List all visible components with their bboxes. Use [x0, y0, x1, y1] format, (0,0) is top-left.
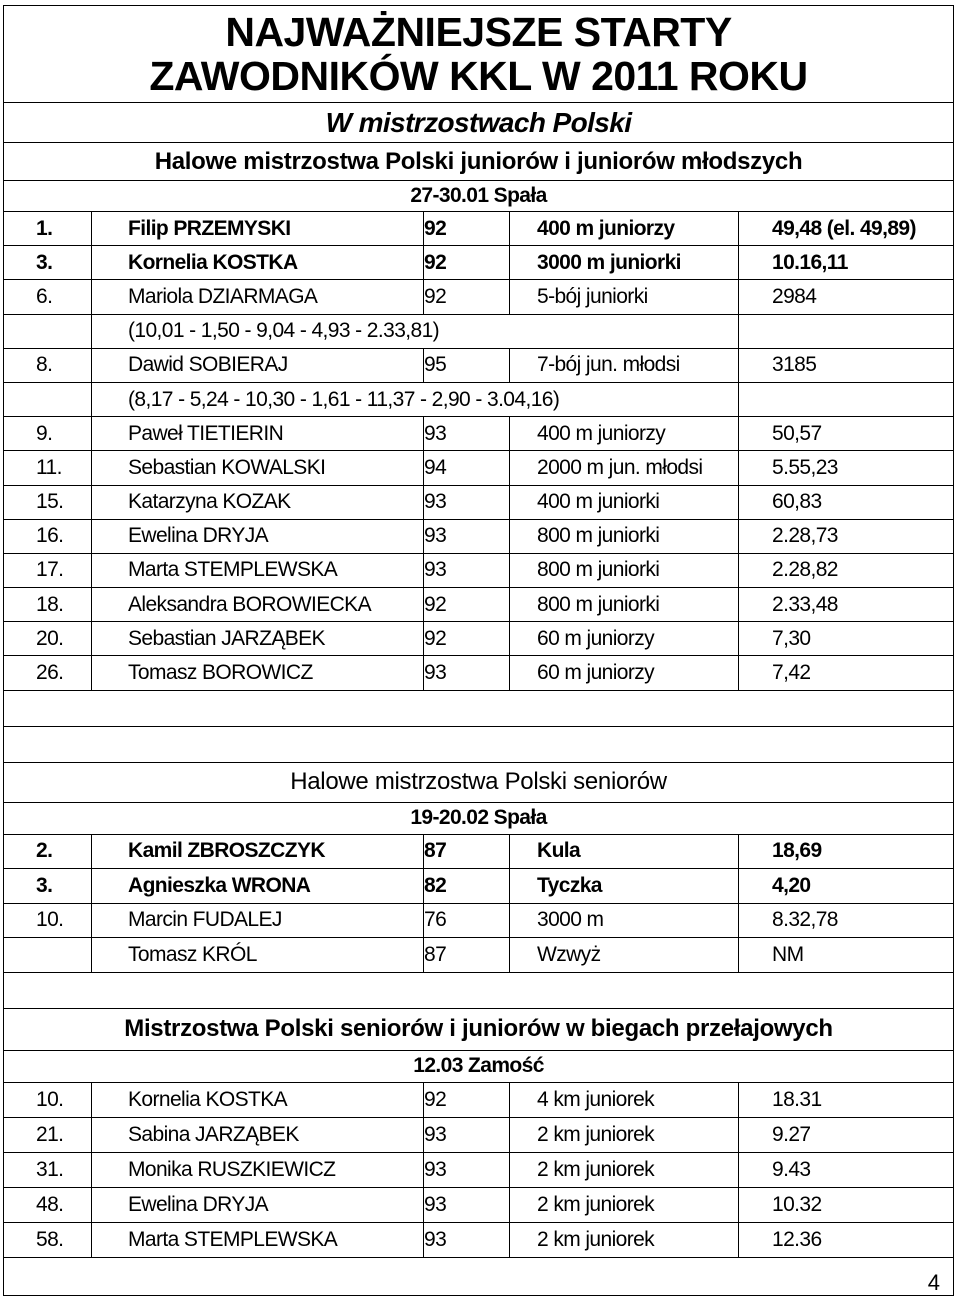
athlete-place: 21. [4, 1117, 92, 1152]
event-name: 5-bój juniorki [510, 280, 739, 314]
birth-year: 92 [424, 622, 510, 656]
result-value: 8.32,78 [739, 903, 954, 938]
event-name: 2 km juniorek [510, 1152, 739, 1187]
result-value: 3185 [739, 348, 954, 382]
event-name: 800 m juniorki [510, 519, 739, 553]
birth-year: 92 [424, 246, 510, 280]
athlete-place: 26. [4, 656, 92, 690]
result-row [4, 1082, 954, 1117]
page-title-line2: ZAWODNIKÓW KKL W 2011 ROKU [149, 53, 808, 99]
event-name: Tyczka [510, 869, 739, 904]
birth-year: 95 [424, 348, 510, 382]
result-row [4, 417, 954, 451]
birth-year: 92 [424, 280, 510, 314]
event-name: Kula [510, 834, 739, 869]
empty-cell [739, 314, 954, 348]
result-row [4, 588, 954, 622]
birth-year: 93 [424, 1152, 510, 1187]
athlete-name: Sebastian KOWALSKI [92, 451, 424, 485]
result-value: 9.27 [739, 1117, 954, 1152]
birth-year: 76 [424, 903, 510, 938]
birth-year: 87 [424, 834, 510, 869]
birth-year: 93 [424, 1117, 510, 1152]
athlete-place: 31. [4, 1152, 92, 1187]
birth-year: 92 [424, 212, 510, 246]
birth-year: 92 [424, 1082, 510, 1117]
result-row [4, 246, 954, 280]
result-value: NM [739, 938, 954, 973]
athlete-name: Sabina JARZĄBEK [92, 1117, 424, 1152]
result-row [4, 834, 954, 869]
birth-year: 92 [424, 588, 510, 622]
splits-row [4, 382, 954, 416]
athlete-place: 18. [4, 588, 92, 622]
event-name: Wzwyż [510, 938, 739, 973]
empty-cell [4, 314, 92, 348]
result-row [4, 869, 954, 904]
result-value: 9.43 [739, 1152, 954, 1187]
result-value: 50,57 [739, 417, 954, 451]
event-name: 400 m juniorzy [510, 212, 739, 246]
athlete-place: 48. [4, 1187, 92, 1222]
result-row [4, 1152, 954, 1187]
athlete-name: Paweł TIETIERIN [92, 417, 424, 451]
birth-year: 93 [424, 1222, 510, 1257]
athlete-place: 9. [4, 417, 92, 451]
athlete-place: 17. [4, 553, 92, 587]
splits-row [4, 314, 954, 348]
athlete-place: 8. [4, 348, 92, 382]
result-row [4, 656, 954, 690]
event-name: 400 m juniorzy [510, 417, 739, 451]
event-name: 2 km juniorek [510, 1222, 739, 1257]
result-value: 49,48 (el. 49,89) [739, 212, 954, 246]
athlete-name: Kamil ZBROSZCZYK [92, 834, 424, 869]
athlete-name: Marcin FUDALEJ [92, 903, 424, 938]
birth-year: 93 [424, 553, 510, 587]
page-title [4, 6, 954, 103]
result-value: 60,83 [739, 485, 954, 519]
athlete-place: 10. [4, 903, 92, 938]
section-date-row [4, 1050, 954, 1082]
blank-cell [4, 972, 954, 1008]
event-name: 3000 m [510, 903, 739, 938]
athlete-name: Kornelia KOSTKA [92, 246, 424, 280]
event-name: 60 m juniorzy [510, 622, 739, 656]
results-sheet [3, 5, 953, 1296]
result-row [4, 903, 954, 938]
event-name: 4 km juniorek [510, 1082, 739, 1117]
section-title-row [4, 143, 954, 181]
result-row [4, 1222, 954, 1257]
athlete-place: 20. [4, 622, 92, 656]
result-value: 2.28,82 [739, 553, 954, 587]
results-table [3, 5, 954, 1296]
event-name: 2000 m jun. młodsi [510, 451, 739, 485]
result-value: 2984 [739, 280, 954, 314]
birth-year: 82 [424, 869, 510, 904]
result-row [4, 212, 954, 246]
event-name: 800 m juniorki [510, 553, 739, 587]
athlete-name: Sebastian JARZĄBEK [92, 622, 424, 656]
event-name: 800 m juniorki [510, 588, 739, 622]
section-date: 19-20.02 Spała [4, 802, 954, 834]
section-title: Halowe mistrzostwa Polski seniorów [4, 762, 954, 802]
athlete-name: Monika RUSZKIEWICZ [92, 1152, 424, 1187]
birth-year: 93 [424, 1187, 510, 1222]
event-name: 3000 m juniorki [510, 246, 739, 280]
page-title-line1: NAJWAŻNIEJSZE STARTY [225, 9, 732, 55]
table-end-spacer [4, 1257, 954, 1295]
result-row [4, 348, 954, 382]
result-row [4, 519, 954, 553]
blank-cell [4, 1257, 954, 1295]
athlete-name: Marta STEMPLEWSKA [92, 1222, 424, 1257]
section-date-row [4, 181, 954, 212]
blank-cell [4, 726, 954, 762]
athlete-name: Aleksandra BOROWIECKA [92, 588, 424, 622]
event-splits: (8,17 - 5,24 - 10,30 - 1,61 - 11,37 - 2,90 - 3.04,16) [92, 382, 739, 416]
athlete-name: Kornelia KOSTKA [92, 1082, 424, 1117]
result-row [4, 938, 954, 973]
athlete-name: Ewelina DRYJA [92, 519, 424, 553]
result-value: 2.33,48 [739, 588, 954, 622]
athlete-place: 58. [4, 1222, 92, 1257]
section-spacer-end [4, 690, 954, 726]
athlete-place: 3. [4, 869, 92, 904]
result-value: 7,42 [739, 656, 954, 690]
section-date: 12.03 Zamość [4, 1050, 954, 1082]
athlete-name: Tomasz BOROWICZ [92, 656, 424, 690]
birth-year: 93 [424, 656, 510, 690]
result-value: 18.31 [739, 1082, 954, 1117]
event-name: 400 m juniorki [510, 485, 739, 519]
athlete-place: 10. [4, 1082, 92, 1117]
section-title: Halowe mistrzostwa Polski juniorów i juniorów młodszych [4, 143, 954, 181]
athlete-name: Mariola DZIARMAGA [92, 280, 424, 314]
empty-cell [4, 382, 92, 416]
event-name: 2 km juniorek [510, 1117, 739, 1152]
athlete-place: 3. [4, 246, 92, 280]
athlete-place: 2. [4, 834, 92, 869]
event-name: 2 km juniorek [510, 1187, 739, 1222]
result-value: 10.32 [739, 1187, 954, 1222]
athlete-place: 1. [4, 212, 92, 246]
result-value: 7,30 [739, 622, 954, 656]
result-value: 18,69 [739, 834, 954, 869]
birth-year: 93 [424, 485, 510, 519]
athlete-place: 11. [4, 451, 92, 485]
event-name: 60 m juniorzy [510, 656, 739, 690]
athlete-place [4, 938, 92, 973]
birth-year: 93 [424, 417, 510, 451]
athlete-place: 6. [4, 280, 92, 314]
result-row [4, 451, 954, 485]
result-row [4, 1117, 954, 1152]
event-splits: (10,01 - 1,50 - 9,04 - 4,93 - 2.33,81) [92, 314, 739, 348]
page-number: 4 [927, 1270, 940, 1295]
result-row [4, 553, 954, 587]
result-value: 4,20 [739, 869, 954, 904]
section-date: 27-30.01 Spała [4, 181, 954, 212]
athlete-name: Agnieszka WRONA [92, 869, 424, 904]
result-value: 2.28,73 [739, 519, 954, 553]
section-title: Mistrzostwa Polski seniorów i juniorów w biegach przełajowych [4, 1008, 954, 1050]
athlete-name: Filip PRZEMYSKI [92, 212, 424, 246]
page-subtitle: W mistrzostwach Polski [4, 103, 954, 143]
athlete-name: Marta STEMPLEWSKA [92, 553, 424, 587]
event-name: 7-bój jun. młodsi [510, 348, 739, 382]
athlete-name: Tomasz KRÓL [92, 938, 424, 973]
section-title-row [4, 1008, 954, 1050]
result-value: 10.16,11 [739, 246, 954, 280]
result-row [4, 280, 954, 314]
birth-year: 94 [424, 451, 510, 485]
section-date-row [4, 802, 954, 834]
section-spacer [4, 972, 954, 1008]
section-title-row [4, 762, 954, 802]
blank-cell [4, 690, 954, 726]
athlete-name: Dawid SOBIERAJ [92, 348, 424, 382]
athlete-place: 15. [4, 485, 92, 519]
result-row [4, 1187, 954, 1222]
result-value: 12.36 [739, 1222, 954, 1257]
result-row [4, 622, 954, 656]
athlete-name: Ewelina DRYJA [92, 1187, 424, 1222]
section-spacer [4, 726, 954, 762]
empty-cell [739, 382, 954, 416]
result-value: 5.55,23 [739, 451, 954, 485]
athlete-name: Katarzyna KOZAK [92, 485, 424, 519]
athlete-place: 16. [4, 519, 92, 553]
result-row [4, 485, 954, 519]
birth-year: 87 [424, 938, 510, 973]
birth-year: 93 [424, 519, 510, 553]
